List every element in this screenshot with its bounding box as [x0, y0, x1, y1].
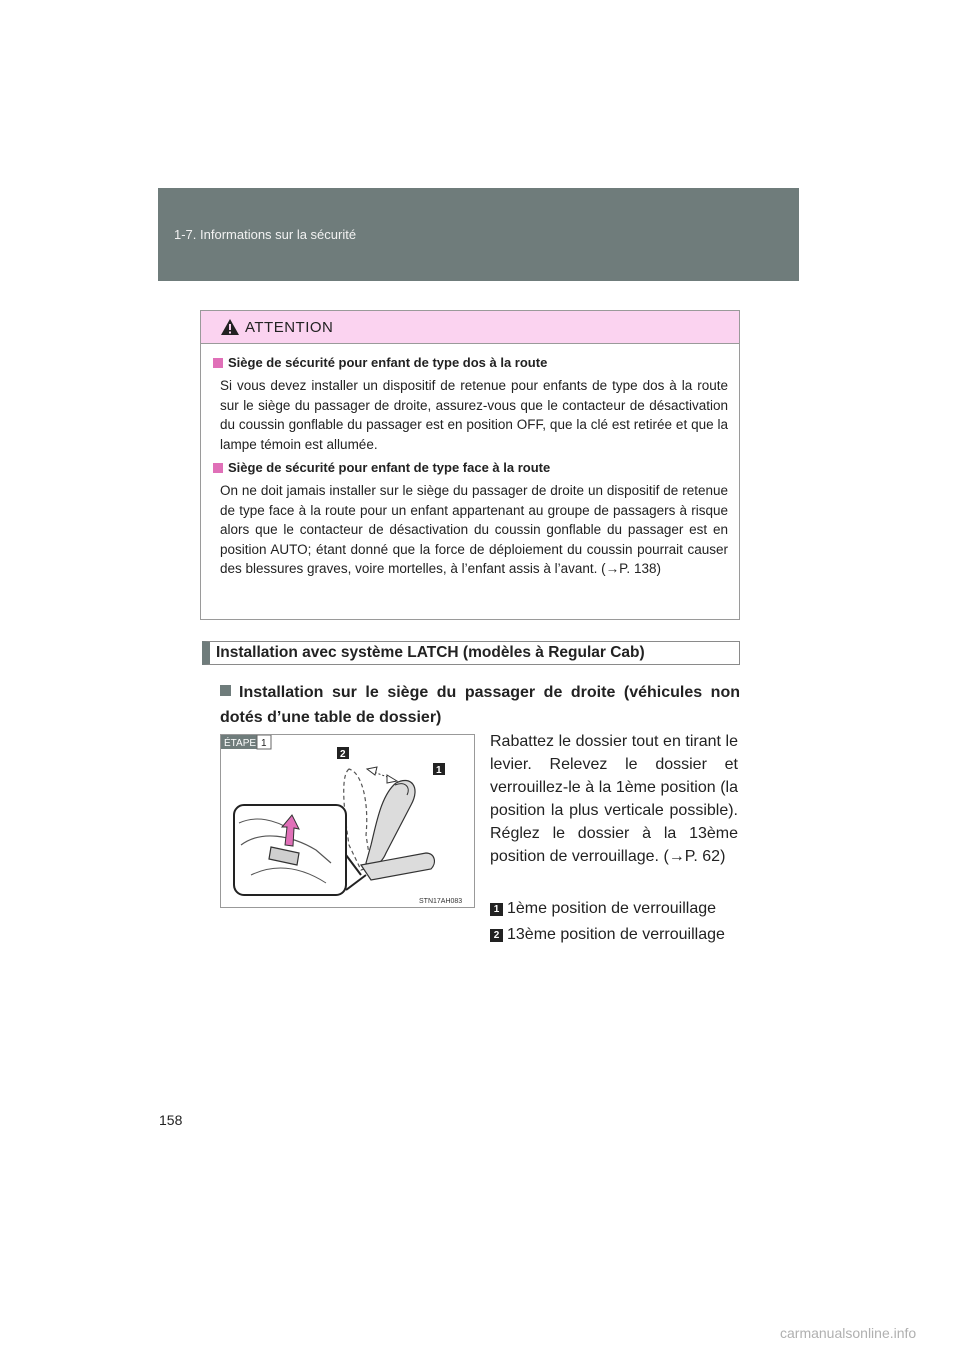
legend-item-1: 1 1ème position de verrouillage	[490, 898, 740, 919]
pink-square-icon	[213, 463, 223, 473]
dashed-seatback	[344, 769, 371, 870]
caution-item-text: Si vous devez installer un dispositif de retenue pour enfants de type dos à la route sur le siège du passager de droite, assurez-vous que le contacteur de désactivation du coussin gonflable du passager est en position OFF, que la clé est retirée et que la lampe témoin est allumée.	[220, 378, 728, 452]
pink-square-icon	[213, 358, 223, 368]
caution-header	[201, 311, 739, 344]
arrow-left	[367, 767, 377, 775]
section-breadcrumb: 1-7. Informations sur la sécurité	[174, 227, 357, 242]
figure-code: STN17AH083	[419, 898, 463, 905]
step-instructions: Rabattez le dossier tout en tirant le levier. Relevez le dossier et verrouillez-le à la 1ème position (la position la plus verticale possible). Réglez le dossier à la 13ème position de verrouillage. (→P. 62)	[490, 733, 738, 865]
gray-square-icon	[220, 685, 231, 696]
warning-triangle-icon	[220, 318, 240, 336]
page-number: 158	[159, 1112, 183, 1128]
caution-title: ATTENTION	[245, 319, 334, 336]
seat-illustration	[220, 734, 475, 908]
legend-marker-1: 1	[490, 903, 503, 916]
section-heading: Installation avec système LATCH (modèles à Regular Cab)	[202, 641, 740, 665]
step-number: 1	[261, 738, 267, 749]
marker-2: 2	[340, 749, 346, 760]
seat-adjust-drawing	[221, 735, 474, 907]
subsection-heading: Installation sur le siège du passager de droite (véhicules non dotés d’une table de dossier)	[220, 684, 740, 726]
arrow-right	[387, 775, 397, 783]
step-label: ÉTAPE	[224, 738, 257, 749]
marker-1: 1	[436, 765, 442, 776]
legend-item-2: 2 13ème position de verrouillage	[490, 924, 740, 945]
caution-item-text: On ne doit jamais installer sur le siège du passager de droite un dispositif de retenue de type face à la route pour un enfant appartenant au groupe de passagers à risque alors que le contacteur de désactivation du coussin gonflable du passager est en position AUTO; étant donné que la force de déploiement du coussin pourrait causer des blessures graves, voire mortelles, à l’enfant assis à l’avant. (→P. 138)	[220, 483, 728, 576]
caution-box	[200, 310, 740, 620]
watermark: carmanualsonline.info	[780, 1325, 917, 1341]
caution-item-heading: Siège de sécurité pour enfant de type face à la route	[213, 460, 728, 475]
legend-marker-2: 2	[490, 929, 503, 942]
caution-item-heading: Siège de sécurité pour enfant de type dos à la route	[213, 355, 728, 370]
caution-body	[201, 344, 739, 579]
